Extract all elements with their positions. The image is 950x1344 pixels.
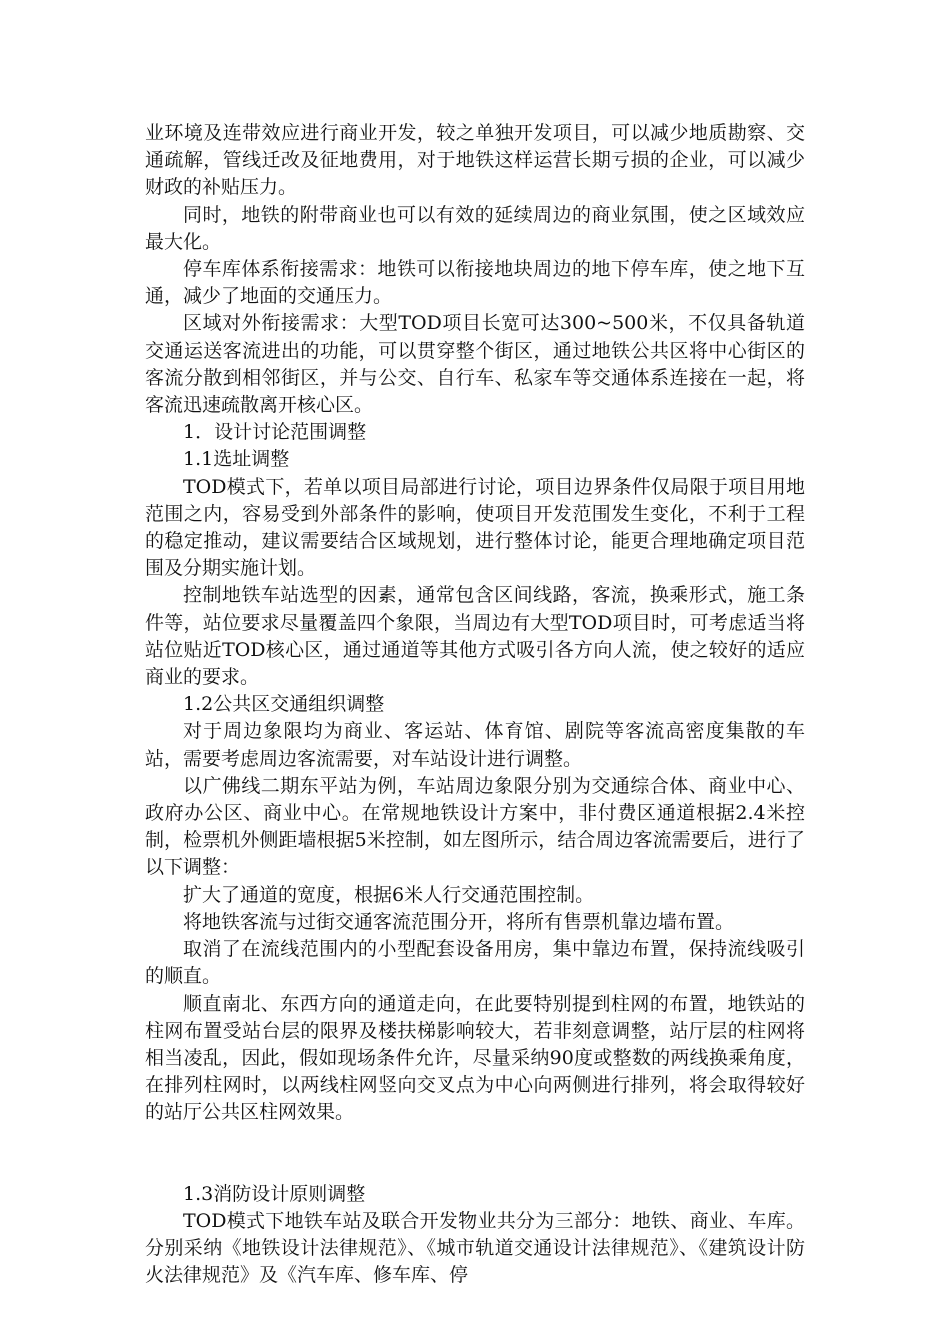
paragraph: 控制地铁车站选型的因素，通常包含区间线路，客流，换乘形式，施工条件等，站位要求尽量覆盖四个象限，当周边有大型TOD项目时，可考虑适当将站位贴近TOD核心区，通过通道等其他方式吸引各方向人流，使之较好的适应商业的要求。 (145, 584, 805, 689)
paragraph: 停车库体系衔接需求：地铁可以衔接地块周边的地下停车库，使之地下互通，减少了地面的交通压力。 (145, 258, 805, 308)
paragraph: 同时，地铁的附带商业也可以有效的延续周边的商业氛围，使之区域效应最大化。 (145, 203, 805, 253)
paragraph: 1．设计讨论范围调整 (183, 421, 367, 444)
paragraph: 1.2公共区交通组织调整 (183, 693, 385, 716)
paragraph: TOD模式下，若单以项目局部进行讨论，项目边界条件仅局限于项目用地范围之内，容易受到外部条件的影响，使项目开发范围发生变化，不利于工程的稳定推动，建议需要结合区域规划，进行整体讨论，能更合理地确定项目范围及分期实施计划。 (145, 475, 805, 580)
paragraph: TOD模式下地铁车站及联合开发物业共分为三部分：地铁、商业、车库。分别采纳《地铁设计法律规范》、《城市轨道交通设计法律规范》、《建筑设计防火法律规范》及《汽车库、修车库、停 (145, 1209, 805, 1287)
paragraph: 1.1选址调整 (183, 448, 290, 471)
paragraph: 对于周边象限均为商业、客运站、体育馆、剧院等客流高密度集散的车站，需要考虑周边客流需要，对车站设计进行调整。 (145, 720, 805, 770)
document-body (145, 120, 805, 1289)
text-block-bottom (145, 1181, 805, 1290)
paragraph: 区域对外衔接需求：大型TOD项目长宽可达300~500米，不仅具备轨道交通运送客流进出的功能，可以贯穿整个街区，通过地铁公共区将中心街区的客流分散到相邻街区，并与公交、自行车、私家车等交通体系连接在一起，将客流迅速疏散离开核心区。 (145, 312, 805, 417)
paragraph: 业环境及连带效应进行商业开发，较之单独开发项目，可以减少地质勘察、交通疏解，管线迁改及征地费用，对于地铁这样运营长期亏损的企业，可以减少财政的补贴压力。 (145, 122, 805, 199)
paragraph: 将地铁客流与过街交通客流范围分开，将所有售票机靠边墙布置。 (183, 910, 735, 933)
paragraph: 取消了在流线范围内的小型配套设备用房，集中靠边布置，保持流线吸引的顺直。 (145, 938, 805, 988)
paragraph: 以广佛线二期东平站为例，车站周边象限分别为交通综合体、商业中心、政府办公区、商业中心。在常规地铁设计方案中，非付费区通道根据2.4米控制，检票机外侧距墙根据5米控制，如左图所示，结合周边客流需要后，进行了以下调整： (145, 774, 805, 879)
paragraph: 1.3消防设计原则调整 (183, 1182, 366, 1205)
paragraph: 顺直南北、东西方向的通道走向，在此要特别提到柱网的布置，地铁站的柱网布置受站台层的限界及楼扶梯影响较大，若非刻意调整，站厅层的柱网将相当凌乱，因此，假如现场条件允许，尽量采纳90度或整数的两线换乘角度，在排列柱网时，以两线柱网竖向交叉点为中心向两侧进行排列，将会取得较好的站厅公共区柱网效果。 (145, 992, 805, 1124)
paragraph: 扩大了通道的宽度，根据6米人行交通范围控制。 (183, 883, 595, 906)
blank-gap (145, 1127, 805, 1181)
text-block-top (145, 120, 805, 1127)
